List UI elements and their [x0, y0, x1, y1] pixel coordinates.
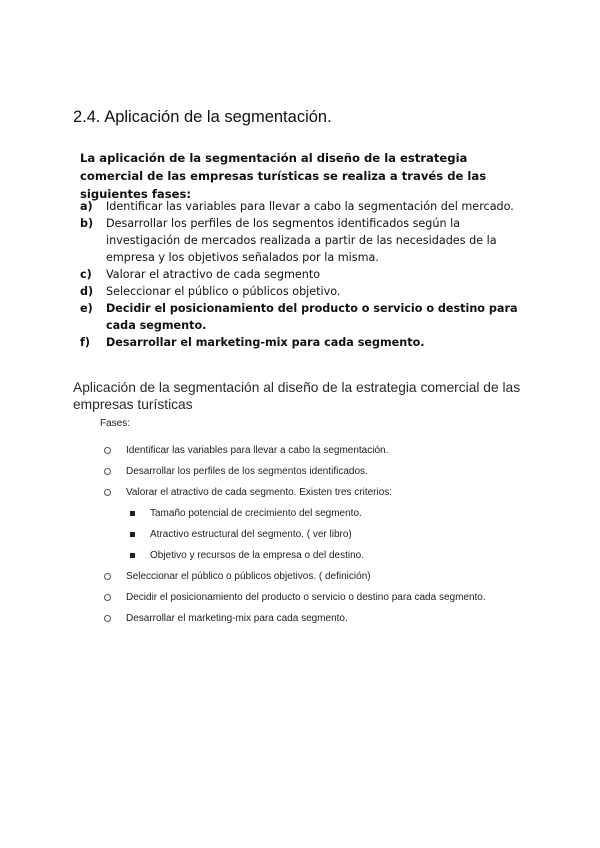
- phase-text: Valorar el atractivo de cada segmento: [106, 268, 321, 281]
- sub-item-text: Objetivo y recursos de la empresa o del destino.: [150, 550, 364, 561]
- circle-bullet-icon: [104, 615, 111, 622]
- sub-list-item: [100, 548, 570, 569]
- square-bullet-icon: [130, 553, 135, 558]
- phase-text: Identificar las variables para llevar a cabo la segmentación del mercado.: [106, 200, 514, 213]
- intro-paragraph: La aplicación de la segmentación al diseño de la estrategia comercial de las empresas turísticas se realiza a través de las siguientes fases:: [80, 151, 487, 201]
- phase-item: [80, 266, 530, 283]
- list-item: [100, 611, 570, 632]
- sub-item-text: Tamaño potencial de crecimiento del segmento.: [150, 508, 362, 519]
- circle-bullet-icon: [104, 594, 111, 601]
- phase-item: [80, 198, 530, 215]
- list-item: [100, 590, 570, 611]
- sub-list-item: [100, 506, 570, 527]
- phase-list: [80, 198, 530, 351]
- circle-bullet-icon: [104, 573, 111, 580]
- sub-list-item: [100, 527, 570, 548]
- circle-bullet-icon: [104, 468, 111, 475]
- phase-letter: e): [80, 302, 93, 315]
- phase-bullet-list: [100, 443, 570, 632]
- circle-bullet-icon: [104, 489, 111, 496]
- phase-item: [80, 283, 530, 300]
- fases-label: Fases:: [100, 418, 131, 429]
- list-item-text: Identificar las variables para llevar a cabo la segmentación.: [126, 445, 389, 456]
- sub-item-text: Atractivo estructural del segmento. ( ver libro): [150, 529, 352, 540]
- phase-text: Desarrollar el marketing-mix para cada segmento.: [106, 336, 425, 349]
- phase-letter: b): [80, 217, 94, 230]
- list-item: [100, 569, 570, 590]
- section-title: 2.4. Aplicación de la segmentación.: [73, 108, 332, 126]
- list-item: [100, 464, 570, 485]
- phase-item: [80, 300, 530, 334]
- summary-title: Aplicación de la segmentación al diseño de la estrategia comercial de las empresas turísticas: [73, 380, 521, 412]
- circle-bullet-icon: [104, 447, 111, 454]
- phase-letter: c): [80, 268, 92, 281]
- phase-text: Seleccionar el público o públicos objetivo.: [106, 285, 341, 298]
- phase-text: Desarrollar los perfiles de los segmentos identificados según la investigación de mercados realizada a partir de las necesidades de la empresa y los objetivos señalados por la misma.: [106, 217, 497, 264]
- list-item: [100, 443, 570, 464]
- phase-letter: f): [80, 336, 90, 349]
- list-item: [100, 485, 570, 506]
- list-item-text: Valorar el atractivo de cada segmento. Existen tres criterios:: [126, 487, 393, 498]
- phase-text: Decidir el posicionamiento del producto o servicio o destino para cada segmento.: [106, 302, 518, 332]
- phase-letter: a): [80, 200, 93, 213]
- list-item-text: Desarrollar el marketing-mix para cada segmento.: [126, 613, 348, 624]
- square-bullet-icon: [130, 532, 135, 537]
- square-bullet-icon: [130, 511, 135, 516]
- list-item-text: Desarrollar los perfiles de los segmentos identificados.: [126, 466, 368, 477]
- list-item-text: Decidir el posicionamiento del producto o servicio o destino para cada segmento.: [126, 592, 486, 603]
- phase-item: [80, 215, 530, 266]
- list-item-text: Seleccionar el público o públicos objetivos. ( definición): [126, 571, 371, 582]
- phase-item: [80, 334, 530, 351]
- phase-letter: d): [80, 285, 94, 298]
